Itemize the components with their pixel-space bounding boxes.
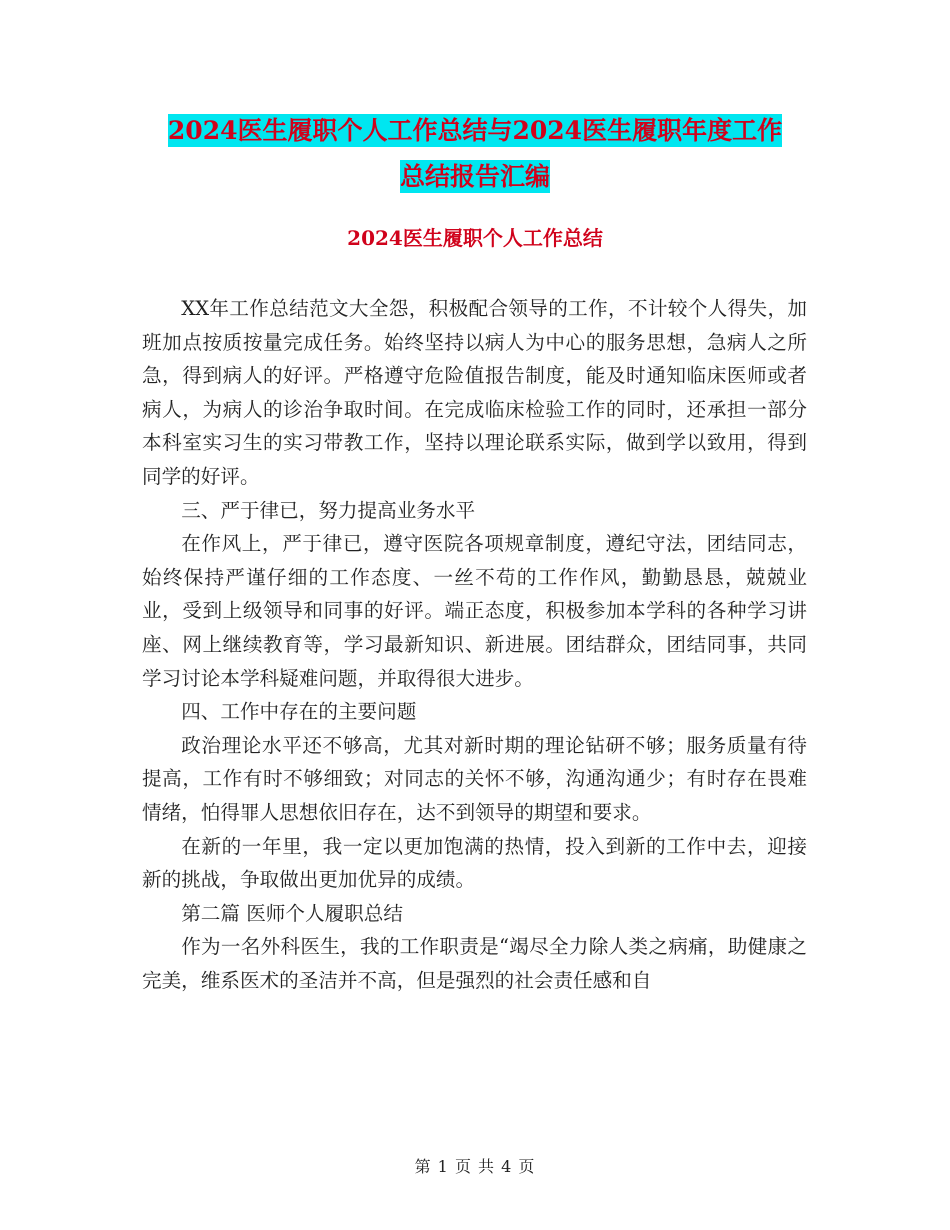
page-footer: 第 1 页 共 4 页 bbox=[414, 1157, 536, 1176]
paragraph: 在作风上，严于律已，遵守医院各项规章制度，遵纪守法，团结同志，始终保持严谨仔细的工作态度、一丝不苟的工作作风，勤勤恳恳，兢兢业业，受到上级领导和同事的好评。端正态度，积极参加本学科的各种学习讲座、网上继续教育等，学习最新知识、新进展。团结群众，团结同事，共同学习讨论本学科疑难问题，并取得很大进步。 bbox=[142, 532, 807, 690]
section-heading-4: 四、工作中存在的主要问题 bbox=[181, 700, 417, 724]
document-body bbox=[142, 292, 807, 997]
document-title-line2: 总结报告汇编 bbox=[399, 162, 550, 191]
paragraph: 在新的一年里，我一定以更加饱满的热情，投入到新的工作中去，迎接新的挑战，争取做出更加优异的成绩。 bbox=[142, 834, 807, 892]
section-title: 2024医生履职个人工作总结 bbox=[347, 226, 603, 250]
section-heading-3: 三、严于律已，努力提高业务水平 bbox=[181, 498, 476, 522]
document-title bbox=[0, 108, 950, 200]
paragraph: 作为一名外科医生，我的工作职责是“竭尽全力除人类之病痛，助健康之完美，维系医术的圣洁并不高，但是强烈的社会责任感和自 bbox=[142, 935, 807, 992]
paragraph: 政治理论水平还不够高，尤其对新时期的理论钻研不够；服务质量有待提高，工作有时不够细致；对同志的关怀不够，沟通沟通少；有时存在畏难情绪，怕得罪人思想依旧存在，达不到领导的期望和要求。 bbox=[142, 733, 807, 824]
paragraph: XX年工作总结范文大全怨，积极配合领导的工作，不计较个人得失，加班加点按质按量完成任务。始终坚持以病人为中心的服务思想，急病人之所急，得到病人的好评。严格遵守危险值报告制度，能及时通知临床医师或者病人，为病人的诊治争取时间。在完成临床检验工作的同时，还承担一部分本科室实习生的实习带教工作，坚持以理论联系实际，做到学以致用，得到同学的好评。 bbox=[142, 297, 807, 488]
document-title-line1: 2024医生履职个人工作总结与2024医生履职年度工作 bbox=[167, 116, 783, 145]
chapter-heading: 第二篇 医师个人履职总结 bbox=[181, 901, 403, 925]
